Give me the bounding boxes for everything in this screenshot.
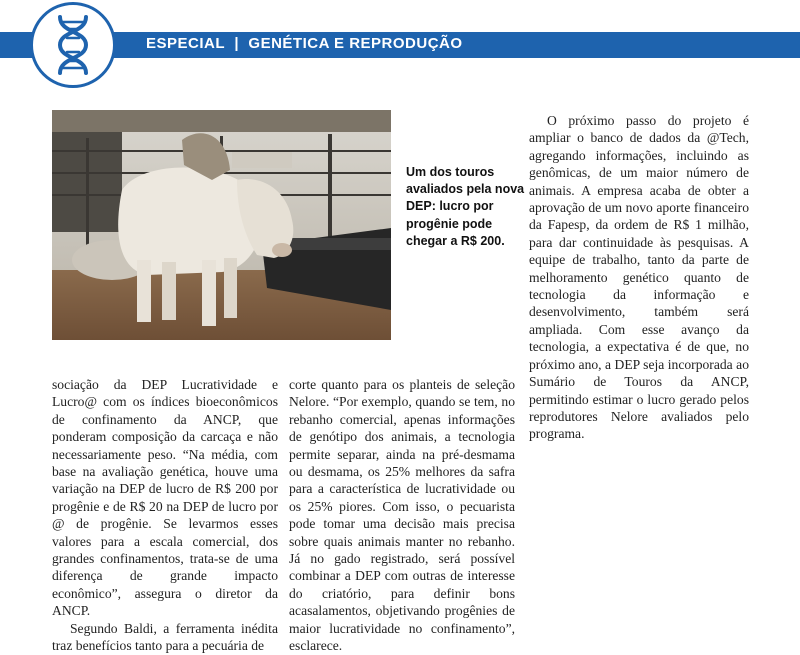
article-column-1 (52, 376, 278, 655)
paragraph: Segundo Baldi, a ferramenta inédita traz benefícios tanto para a pecuária de (52, 620, 278, 654)
section-label: ESPECIAL | GENÉTICA E REPRODUÇÃO (146, 35, 463, 52)
photo-caption: Um dos touros avaliados pela nova DEP: lucro por progênie pode chegar a R$ 200. (406, 165, 525, 248)
article-column-3 (529, 112, 749, 443)
paragraph: O próximo passo do projeto é ampliar o banco de dados da @Tech, agregando informações, incluindo as genômicas, de um maior número de animais. A empresa acaba de obter a aprovação de um novo aporte financeiro da Fapesp, da ordem de R$ 1 milhão, para dar continuidade às pesquisas. A equipe de trabalho, tanto da parte de melhoramento genético quanto de tecnologia da informação e desenvolvimento, também será ampliada. Com esse avanço da tecnologia, a expectativa é de que, no próximo ano, a DEP seja incorporada ao Sumário de Touros da ANCP, permitindo estimar o lucro gerado pelos reprodutores Nelore avaliados pelo programa. (529, 113, 749, 442)
section-emblem (30, 2, 116, 88)
section-banner (0, 32, 800, 58)
article-column-2 (289, 376, 515, 655)
paragraph: corte quanto para os planteis de seleção Nelore. “Por exemplo, quando se tem, no rebanho comercial, apenas informações de genótipo dos animais, a tecnologia permite separar, ainda na pré-desmama ou desmama, os 25% melhores da safra para a característica de lucratividade ou os 25% piores. Com isso, o pecuarista pode tomar uma decisão mais precisa sobre quais animais manter no rebanho. Já no gado registrado, será possível combinar a DEP com outras de interesse do criatório, para definir bons acasalamentos, objetivando progênies de maior lucratividade no confinamento”, esclarece. (289, 377, 515, 654)
paragraph: sociação da DEP Lucratividade e Lucro@ com os índices bioeconômicos de confinamento da ANCP, que ponderam composição da carcaça e não necessariamente peso. “Na média, com base na avaliação genética, houve uma variação na DEP de lucro de R$ 200 por progênie e de R$ 20 na DEP de lucro por @ de progênie. Se levarmos esses valores para a escala comercial, dos grandes confinamentos, trata-se de uma diferença de grande impacto econômico”, assegura o diretor da ANCP. (52, 377, 278, 619)
dna-icon (33, 5, 113, 85)
bull-photo (52, 110, 391, 340)
